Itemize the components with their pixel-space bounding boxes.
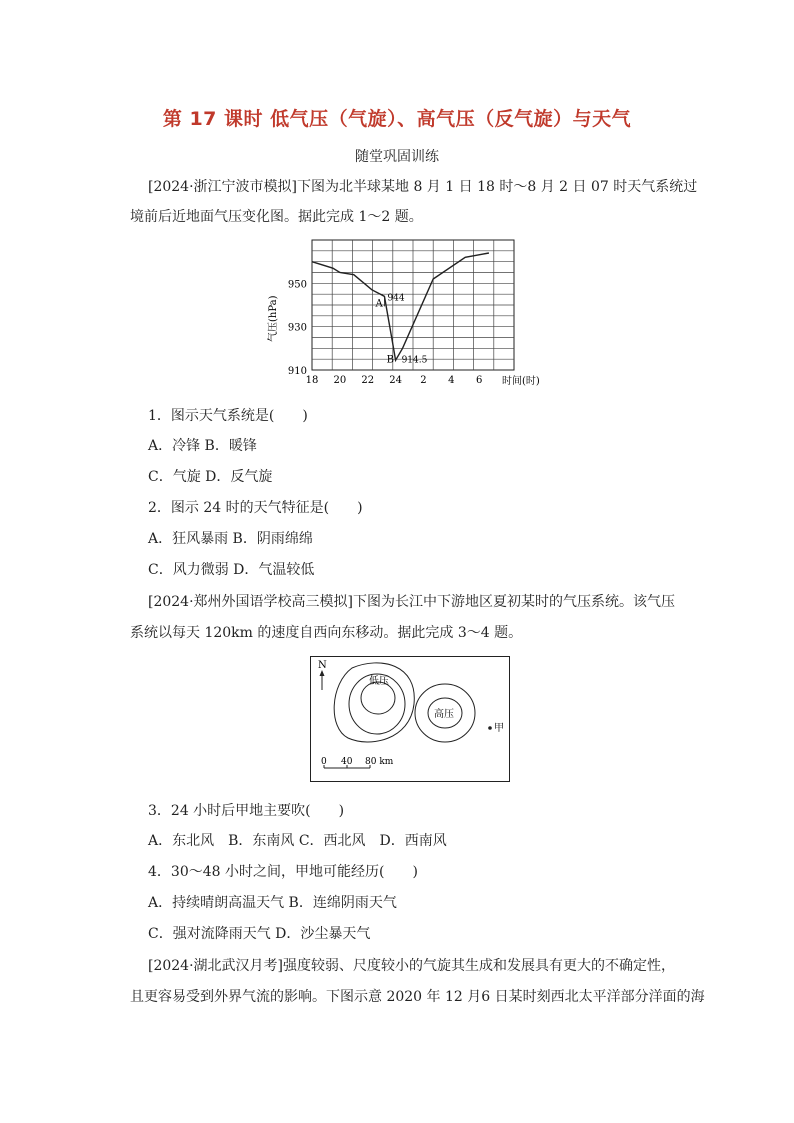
question-2-options-cd: C．风力微弱 D．气温较低: [148, 562, 315, 578]
chart-y-tick-label: 950: [287, 279, 307, 291]
chart-annotation-a-value: 944: [387, 293, 405, 304]
intro-3-line-1: [2024·湖北武汉月考]强度较弱、尺度较小的气旋其生成和发展具有更大的不确定性，: [148, 958, 676, 974]
pressure-chart: [262, 232, 562, 392]
question-3-options: A．东北风 B．东南风 C．西北风 D．西南风: [148, 833, 447, 849]
north-label: N: [318, 660, 327, 671]
chart-x-axis-label: 时间(时): [502, 376, 540, 387]
scale-label-0: 0: [321, 757, 327, 767]
question-4-options-ab: A．持续晴朗高温天气 B．连绵阴雨天气: [148, 895, 397, 911]
intro-1-line-1: [2024·浙江宁波市模拟]下图为北半球某地 8 月 1 日 18 时～8 月 2 日 07 时天气系统过: [148, 179, 698, 195]
low-pressure-label: 低压: [369, 676, 389, 687]
chart-annotation-b-letter: B: [386, 354, 394, 366]
chart-x-tick-label: 6: [475, 375, 483, 386]
chart-x-tick-label: 22: [361, 375, 375, 386]
scale-label-40: 40: [341, 757, 353, 767]
question-3: 3．24 小时后甲地主要吹( ): [148, 803, 345, 819]
chart-annotation-b-value: 914.5: [401, 355, 428, 366]
intro-3-line-2: 且更容易受到外界气流的影响。下图示意 2020 年 12 月6 日某时刻西北太平洋部分洋面的海: [130, 989, 705, 1005]
intro-2-line-2: 系统以每天 120km 的速度自西向东移动。据此完成 3～4 题。: [130, 625, 523, 641]
question-1-options-cd: C．气旋 D．反气旋: [148, 469, 273, 485]
point-jia-marker: [488, 726, 492, 730]
section-subtitle: 随堂巩固训练: [355, 149, 439, 165]
question-1-options-ab: A．冷锋 B．暖锋: [148, 438, 257, 454]
chart-x-tick-label: 4: [448, 375, 455, 386]
chart-y-axis-label: 气压(hPa): [268, 295, 279, 342]
chart-y-tick-label: 910: [287, 366, 307, 377]
question-4-options-cd: C．强对流降雨天气 D．沙尘暴天气: [148, 926, 371, 942]
chart-y-tick-label: 930: [287, 322, 307, 334]
intro-2-line-1: [2024·郑州外国语学校高三模拟]下图为长江中下游地区夏初某时的气压系统。该气压: [148, 594, 676, 610]
chart-x-tick-label: 2: [420, 375, 427, 386]
high-pressure-label: 高压: [434, 709, 454, 720]
chart-annotations: [374, 293, 427, 365]
page-title: 第 17 课时 低气压（气旋）、高气压（反气旋）与天气: [162, 108, 632, 130]
question-2: 2．图示 24 时的天气特征是( ): [148, 500, 363, 516]
pressure-series-line: [312, 253, 489, 360]
scale-label-80: 80 km: [365, 757, 394, 767]
chart-x-tick-label: 18: [305, 375, 319, 386]
chart-annotation-a-letter: A: [375, 298, 383, 310]
question-2-options-ab: A．狂风暴雨 B．阴雨绵绵: [148, 531, 313, 547]
point-jia-label: 甲: [494, 723, 504, 734]
question-1: 1．图示天气系统是( ): [148, 408, 308, 424]
chart-x-tick-label: 20: [333, 375, 347, 386]
chart-grid: [312, 240, 514, 370]
pressure-system-map: [310, 656, 510, 782]
chart-x-tick-label: 24: [389, 375, 402, 386]
intro-1-line-2: 境前后近地面气压变化图。据此完成 1～2 题。: [130, 209, 423, 225]
question-4: 4．30～48 小时之间，甲地可能经历( ): [148, 864, 418, 880]
